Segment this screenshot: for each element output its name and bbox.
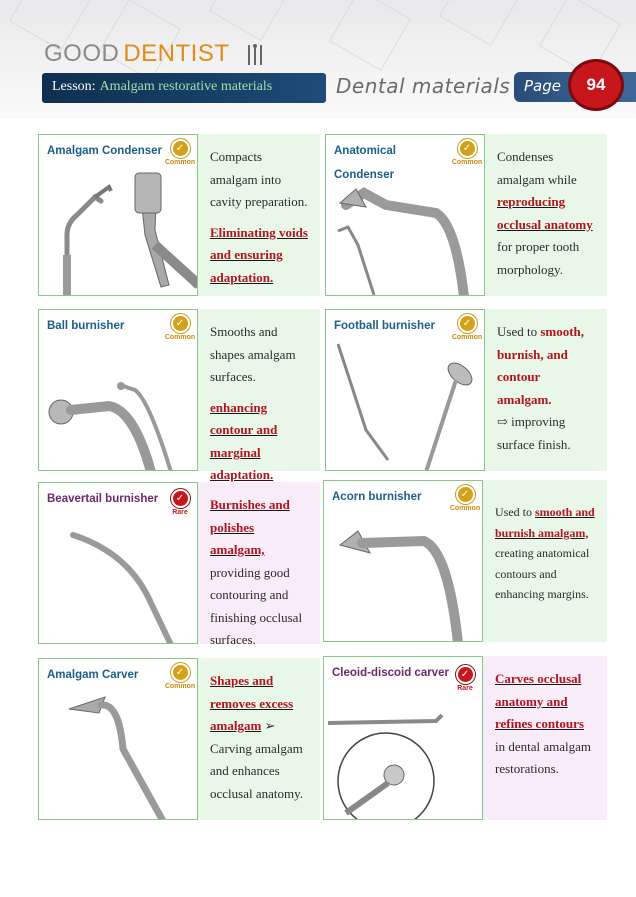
description-text: ➢ Carving amalgam and enhances occlusal anatomy.: [210, 718, 304, 801]
description-text: Used to: [495, 505, 535, 519]
description-text: Used to: [497, 324, 541, 339]
page-number: 94: [568, 59, 624, 111]
card-title: Football burnisher: [334, 320, 435, 332]
highlight-text: smooth, burnish, and contour amalgam.: [497, 324, 585, 407]
highlight-text: Burnishes and polishes amalgam,: [210, 497, 290, 557]
football-burnisher-image: [325, 309, 485, 471]
brand-logo: [44, 40, 230, 68]
lesson-label: Lesson:: [52, 79, 96, 94]
football-burnisher-description: [485, 309, 607, 471]
rare-badge: [448, 665, 482, 695]
check-icon: ✓: [458, 314, 477, 333]
badge-label: Common: [164, 159, 196, 166]
hex-pattern: [329, 0, 411, 71]
highlight-text: Carves occlusal anatomy and refines contours: [495, 671, 584, 731]
dental-tools-icon: [246, 43, 264, 67]
amalgam-carver-description: [198, 658, 320, 820]
cleoid-discoid-carver-image: [323, 656, 483, 820]
highlight-text: Eliminating voids and ensuring adaptation.: [210, 224, 308, 285]
description-text: ⇨ improving surface finish.: [497, 414, 571, 452]
cleoid-discoid-carver-description: [483, 656, 607, 820]
check-icon: ✓: [171, 663, 190, 682]
badge-label: Common: [451, 159, 483, 166]
card-title: Cleoid-discoid carver: [332, 667, 449, 679]
anatomical-condenser-image: [325, 134, 485, 296]
description-text: in dental amalgam restorations.: [495, 738, 592, 776]
common-badge: [163, 139, 197, 169]
page-label: Page: [524, 77, 561, 95]
description-text: Condenses amalgam while: [497, 149, 577, 187]
check-icon: ✓: [458, 139, 477, 158]
subject-title: Dental materials: [336, 74, 511, 98]
check-icon: ✓: [171, 314, 190, 333]
highlight-text: reproducing occlusal anatomy: [497, 194, 593, 232]
check-icon: ✓: [456, 665, 475, 684]
card-title: Ball burnisher: [47, 320, 125, 332]
card-title: Acorn burnisher: [332, 491, 422, 503]
highlight-text: Shapes and removes excess amalgam: [210, 673, 294, 733]
description-text: providing good contouring and finishing occlusal surfaces.: [210, 564, 303, 647]
card-title: Amalgam Condenser: [47, 145, 163, 157]
acorn-burnisher-image: [323, 480, 483, 642]
highlight-text: enhancing contour and marginal adaptation.: [210, 399, 278, 482]
badge-label: Rare: [172, 509, 188, 516]
badge-label: Common: [164, 683, 196, 690]
badge-label: Common: [164, 334, 196, 341]
check-icon: ✓: [171, 139, 190, 158]
brand-part2: DENTIST: [123, 40, 230, 67]
lesson-title: Amalgam restorative materials: [99, 79, 273, 94]
ball-burnisher-description: [198, 309, 320, 482]
common-badge: [163, 663, 197, 693]
lesson-bar: [42, 73, 326, 103]
beavertail-burnisher-description: [198, 482, 320, 647]
card-title: Anatomical Condenser: [334, 145, 396, 181]
page-tab: [514, 72, 636, 102]
common-badge: [450, 314, 484, 344]
description-text: creating anatomical contours and enhancing margins.: [495, 546, 590, 601]
card-title: Amalgam Carver: [47, 669, 139, 681]
brand-part1: GOOD: [44, 40, 120, 67]
anatomical-condenser-description: [485, 134, 607, 296]
amalgam-condenser-image: [38, 134, 198, 296]
card-title: Beavertail burnisher: [47, 493, 159, 505]
hex-pattern: [439, 0, 521, 46]
page-header: [0, 0, 636, 118]
check-icon: ✓: [456, 485, 475, 504]
common-badge: [163, 314, 197, 344]
amalgam-carver-image: [38, 658, 198, 820]
highlight-text: smooth and burnish amalgam,: [495, 505, 595, 540]
badge-label: Common: [449, 505, 481, 512]
description-text: Smooths and shapes amalgam surfaces.: [210, 324, 296, 384]
acorn-burnisher-description: [483, 480, 607, 642]
beavertail-burnisher-image: [38, 482, 198, 644]
description-text: for proper tooth morphology.: [497, 239, 580, 277]
description-text: Compacts amalgam into cavity preparation.: [210, 149, 308, 209]
badge-label: Common: [451, 334, 483, 341]
hex-pattern: [209, 0, 291, 41]
ball-burnisher-image: [38, 309, 198, 471]
check-icon: ✓: [171, 489, 190, 508]
common-badge: [450, 139, 484, 169]
amalgam-condenser-description: [198, 134, 320, 296]
rare-badge: [163, 489, 197, 519]
badge-label: Rare: [457, 685, 473, 692]
common-badge: [448, 485, 482, 515]
